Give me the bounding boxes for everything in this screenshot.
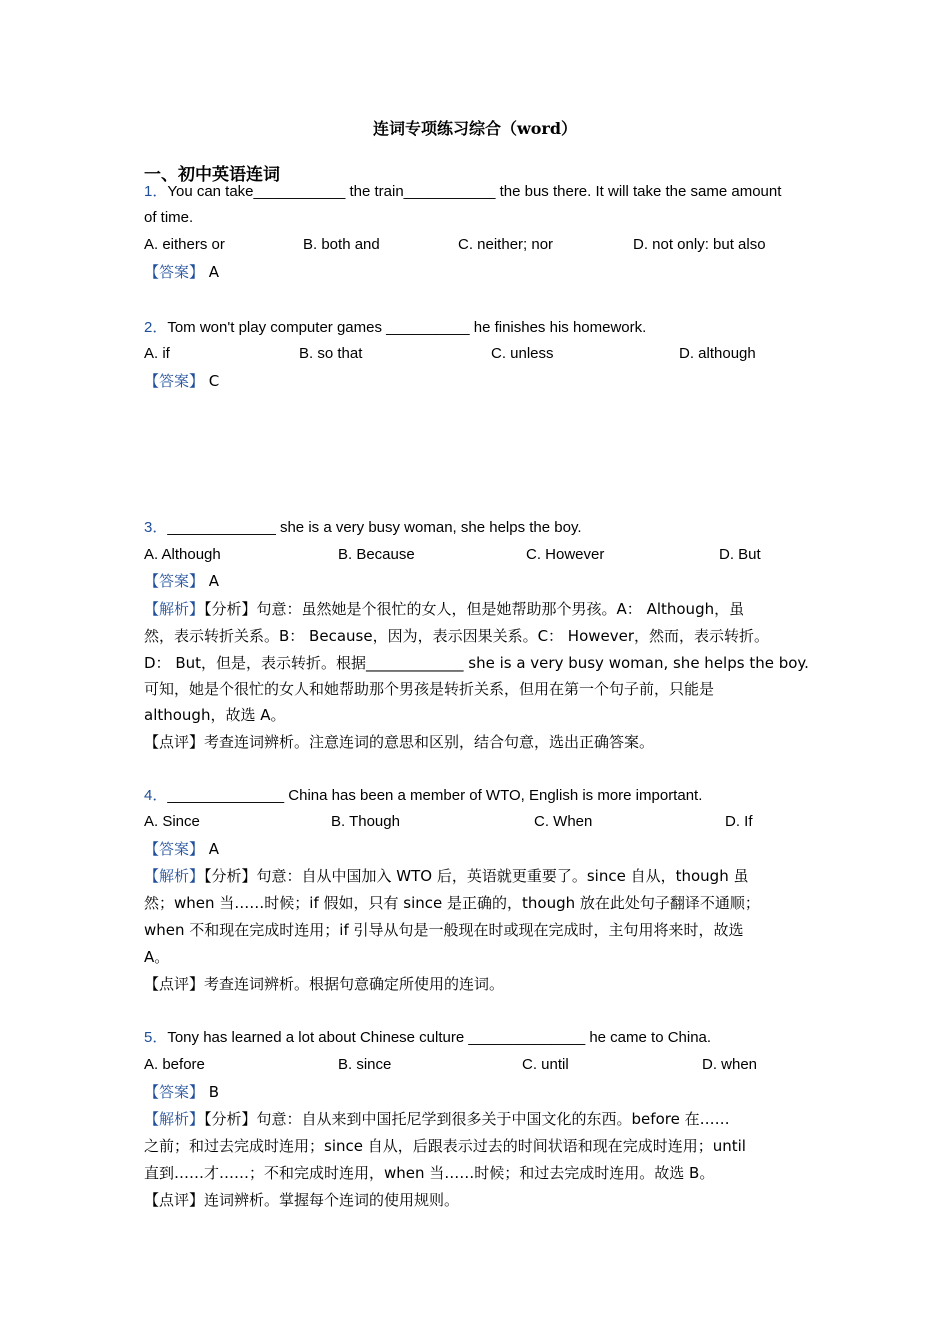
option-c: C. until [522, 1056, 569, 1073]
option-c: C. neither; nor [458, 236, 554, 253]
comment-text: 考查连词辨析。根据句意确定所使用的连词。 [204, 975, 505, 993]
option-c: C. unless [491, 345, 554, 362]
analysis-text: 然；when 当……时候；if 假如，只有 since 是正确的，though 放在此处句子翻译不通顺； [144, 894, 760, 912]
option-d: D. when [702, 1056, 758, 1073]
option-d: D. although [679, 345, 756, 362]
answer-label: 【答案】 [144, 1083, 205, 1101]
answer-value: A [208, 840, 220, 858]
comment-line [144, 732, 824, 752]
option-d: D. not only: but also [633, 236, 766, 253]
analysis-text: 直到……才……；不和完成时连用，when 当……时候；和过去完成时连用。故选 B。 [144, 1164, 715, 1182]
analysis-text: 然，表示转折关系。B： Because，因为，表示因果关系。C： However，然而，表示转折。 [144, 627, 770, 645]
question-stem: _____________ she is a very busy woman, she helps the boy. [167, 519, 582, 536]
comment-text: 考查连词辨析。注意连词的意思和区别，结合句意，选出正确答案。 [204, 733, 655, 751]
answer-value: C [208, 372, 220, 390]
question-number: 1． [144, 183, 168, 200]
analysis-label: 【解析】 [144, 1110, 205, 1128]
question-4 [144, 786, 824, 806]
comment-label: 【点评】 [144, 733, 205, 751]
question-stem: Tom won't play computer games __________ he finishes his homework. [167, 319, 647, 336]
fenxi-label: 【分析】 [204, 1110, 257, 1128]
page-title: 连词专项练习综合（word） [372, 119, 578, 138]
answer-line [144, 839, 824, 859]
answer-value: B [208, 1083, 220, 1101]
question-5 [144, 1028, 824, 1048]
answer-label: 【答案】 [144, 572, 205, 590]
question-stem: You can take___________ the train___________ the bus there. It will take the same amount [167, 183, 782, 200]
fenxi-label: 【分析】 [204, 600, 257, 618]
analysis-text: 句意：自从中国加入 WTO 后，英语就更重要了。since 自从，though 虽 [256, 867, 749, 885]
analysis-text: D： But，但是，表示转折。根据_____________ she is a very busy woman, she helps the boy. [144, 654, 809, 672]
question-stem: Tony has learned a lot about Chinese culture ______________ he came to China. [167, 1029, 712, 1046]
question-number: 5． [144, 1029, 168, 1046]
section-heading: 一、初中英语连词 [144, 165, 280, 185]
answer-label: 【答案】 [144, 263, 205, 281]
option-b: B. so that [299, 345, 363, 362]
answer-label: 【答案】 [144, 372, 205, 390]
option-b: B. both and [303, 236, 380, 253]
question-stem-continued: of time. [144, 209, 194, 226]
analysis-line [144, 599, 824, 619]
analysis-label: 【解析】 [144, 600, 205, 618]
option-b: B. since [338, 1056, 392, 1073]
analysis-text: although，故选 A。 [144, 706, 286, 724]
answer-value: A [208, 572, 220, 590]
analysis-line [144, 1109, 824, 1129]
question-3 [144, 518, 824, 538]
answer-line [144, 571, 824, 591]
question-2 [144, 318, 824, 338]
analysis-text: 之前；和过去完成时连用；since 自从，后跟表示过去的时间状语和现在完成时连用；until [144, 1137, 746, 1155]
answer-line [144, 1082, 824, 1102]
option-b: B. Because [338, 546, 415, 563]
answer-label: 【答案】 [144, 840, 205, 858]
analysis-line [144, 866, 824, 886]
answer-value: A [208, 263, 220, 281]
option-d: D. If [725, 813, 753, 830]
fenxi-label: 【分析】 [204, 867, 257, 885]
option-c: C. When [534, 813, 593, 830]
comment-label: 【点评】 [144, 1191, 205, 1209]
comment-line [144, 974, 824, 994]
question-1 [144, 182, 824, 202]
question-number: 4． [144, 787, 168, 804]
option-b: B. Though [331, 813, 400, 830]
answer-line [144, 371, 824, 391]
option-a: A. Since [144, 813, 200, 830]
comment-text: 连词辨析。掌握每个连词的使用规则。 [204, 1191, 460, 1209]
option-a: A. before [144, 1056, 205, 1073]
question-number: 3． [144, 519, 168, 536]
analysis-text: 句意：虽然她是个很忙的女人，但是她帮助那个男孩。A： Although，虽 [256, 600, 745, 618]
analysis-label: 【解析】 [144, 867, 205, 885]
option-a: A. eithers or [144, 236, 225, 253]
analysis-text: when 不和现在完成时连用；if 引导从句是一般现在时或现在完成时，主句用将来时，故选 [144, 921, 744, 939]
analysis-text: 句意：自从来到中国托尼学到很多关于中国文化的东西。before 在…… [256, 1110, 730, 1128]
analysis-text: A。 [144, 948, 170, 966]
comment-label: 【点评】 [144, 975, 205, 993]
option-c: C. However [526, 546, 605, 563]
analysis-text: 可知，她是个很忙的女人和她帮助那个男孩是转折关系，但用在第一个句子前，只能是 [144, 680, 715, 698]
question-stem: ______________ China has been a member of WTO, English is more important. [167, 787, 703, 804]
option-a: A. Although [144, 546, 221, 563]
comment-line [144, 1190, 824, 1210]
answer-line [144, 262, 824, 282]
question-number: 2． [144, 319, 168, 336]
option-a: A. if [144, 345, 170, 362]
option-d: D. But [719, 546, 761, 563]
